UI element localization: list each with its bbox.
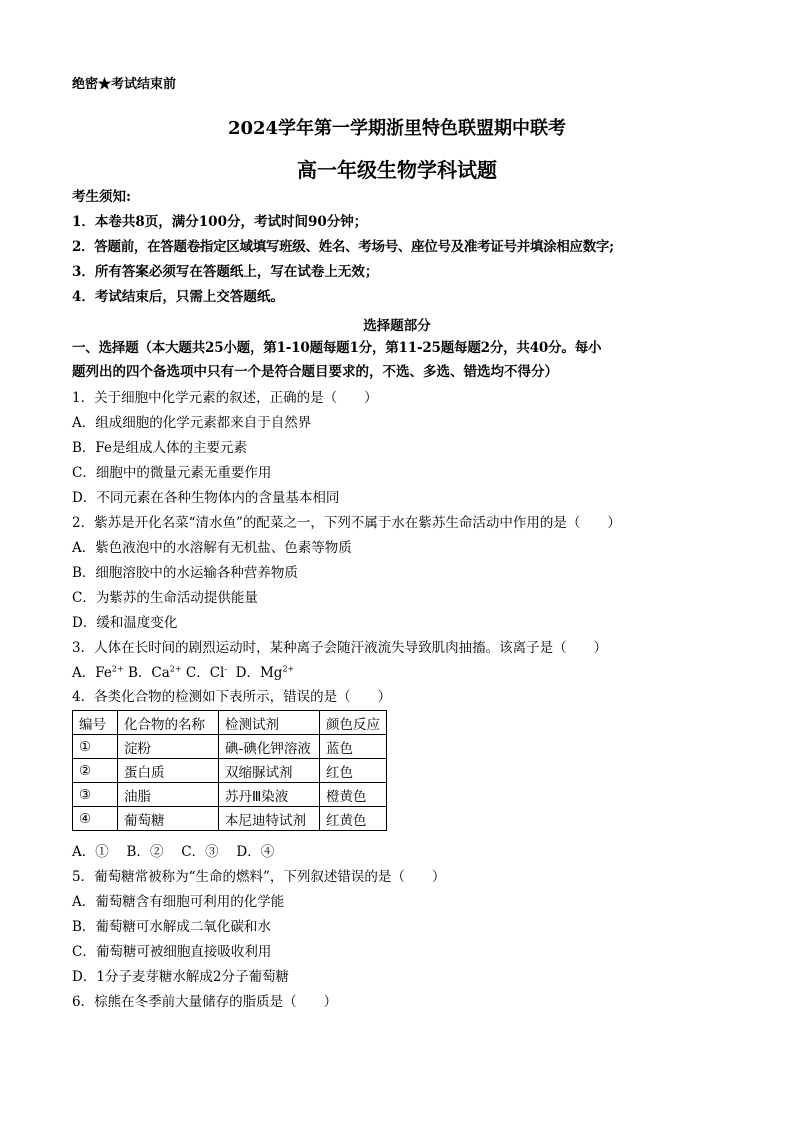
question-2-option-b: B．细胞溶胶中的水运输各种营养物质	[72, 565, 298, 581]
table-row	[73, 735, 387, 759]
question-3-option-a: A．Fe	[72, 665, 112, 681]
table-cell: ④	[73, 807, 118, 831]
table-header-cell: 化合物的名称	[118, 711, 219, 735]
question-3-option-c: C．Cl	[185, 665, 225, 681]
notice-item-3: 3．所有答案必须写在答题纸上，写在试卷上无效；	[72, 264, 379, 280]
question-5-option-c: C．葡萄糖可被细胞直接吸收利用	[72, 944, 272, 960]
question-4-options: A．① B．② C．③ D．④	[72, 844, 275, 860]
question-5-option-d: D．1分子麦芽糖水解成2分子葡萄糖	[72, 969, 290, 985]
question-2-option-c: C．为紫苏的生命活动提供能量	[72, 590, 258, 606]
question-3-option-b: B．Ca	[127, 665, 170, 681]
question-3-option-d: D．Mg	[235, 665, 283, 681]
table-cell: 橙黄色	[320, 783, 387, 807]
table-cell: 本尼迪特试剂	[219, 807, 320, 831]
table-cell: 葡萄糖	[118, 807, 219, 831]
question-1-option-d: D．不同元素在各种生物体内的含量基本相同	[72, 490, 340, 506]
table-cell: 蓝色	[320, 735, 387, 759]
question-4-stem: 4．各类化合物的检测如下表所示，错误的是（ ）	[72, 689, 392, 705]
table-cell: 碘-碘化钾溶液	[219, 735, 320, 759]
table-cell: 双缩脲试剂	[219, 759, 320, 783]
option-c-charge: -	[224, 664, 228, 674]
table-header-cell: 检测试剂	[219, 711, 320, 735]
table-cell: 红黄色	[320, 807, 387, 831]
question-5-stem: 5．葡萄糖常被称为“生命的燃料”，下列叙述错误的是（ ）	[72, 869, 446, 885]
question-1-option-c: C．细胞中的微量元素无重要作用	[72, 465, 272, 481]
option-b-charge: 2+	[169, 664, 182, 674]
exam-subtitle: 高一年级生物学科试题	[297, 158, 497, 182]
question-3-options	[72, 664, 294, 682]
question-5-option-a: A．葡萄糖含有细胞可利用的化学能	[72, 894, 285, 910]
question-2-option-d: D．缓和温度变化	[72, 615, 178, 631]
table-row	[73, 807, 387, 831]
option-d-charge: 2+	[282, 664, 295, 674]
notice-item-2: 2．答题前，在答题卷指定区域填写班级、姓名、考场号、座位号及准考证号并填涂相应数字;	[72, 239, 614, 255]
section-instructions-2: 题列出的四个备选项中只有一个是符合题目要求的，不选、多选、错选均不得分）	[72, 364, 558, 380]
question-5-option-b: B．葡萄糖可水解成二氧化碳和水	[72, 919, 271, 935]
question-3-stem: 3．人体在长时间的剧烈运动时，某种离子会随汗液流失导致肌肉抽搐。该离子是（ ）	[72, 640, 608, 656]
question-2-stem: 2．紫苏是开化名菜“清水鱼”的配菜之一，下列不属于水在紫苏生命活动中作用的是（ ）	[72, 515, 621, 531]
table-header-row	[73, 711, 387, 735]
section-instructions-1: 一、选择题（本大题共25小题，第1-10题每题1分，第11-25题每题2分，共40分。每小	[72, 340, 602, 356]
question-1-option-b: B．Fe是组成人体的主要元素	[72, 440, 248, 456]
section-title: 选择题部分	[363, 318, 431, 334]
table-header-cell: 编号	[73, 711, 118, 735]
table-cell: 油脂	[118, 783, 219, 807]
exam-title: 2024学年第一学期浙里特色联盟期中联考	[227, 118, 567, 139]
notice-heading: 考生须知:	[72, 189, 131, 205]
question-1-stem: 1．关于细胞中化学元素的叙述，正确的是（ ）	[72, 390, 378, 406]
table-cell: ②	[73, 759, 118, 783]
table-cell: ③	[73, 783, 118, 807]
notice-item-4: 4．考试结束后，只需上交答题纸。	[72, 289, 284, 305]
compound-detection-table	[72, 710, 387, 831]
table-cell: 苏丹Ⅲ染液	[219, 783, 320, 807]
question-6-stem: 6．棕熊在冬季前大量储存的脂质是（ ）	[72, 994, 338, 1010]
table-row	[73, 783, 387, 807]
table-cell: 蛋白质	[118, 759, 219, 783]
table-cell: 红色	[320, 759, 387, 783]
question-1-option-a: A．组成细胞的化学元素都来自于自然界	[72, 415, 312, 431]
option-a-charge: 2+	[111, 664, 124, 674]
notice-item-1: 1．本卷共8页，满分100分，考试时间90分钟；	[72, 214, 368, 230]
table-header-cell: 颜色反应	[320, 711, 387, 735]
table-row	[73, 759, 387, 783]
table-cell: 淀粉	[118, 735, 219, 759]
question-2-option-a: A．紫色液泡中的水溶解有无机盐、色素等物质	[72, 540, 352, 556]
confidential-label: 绝密★考试结束前	[72, 77, 177, 92]
table-cell: ①	[73, 735, 118, 759]
